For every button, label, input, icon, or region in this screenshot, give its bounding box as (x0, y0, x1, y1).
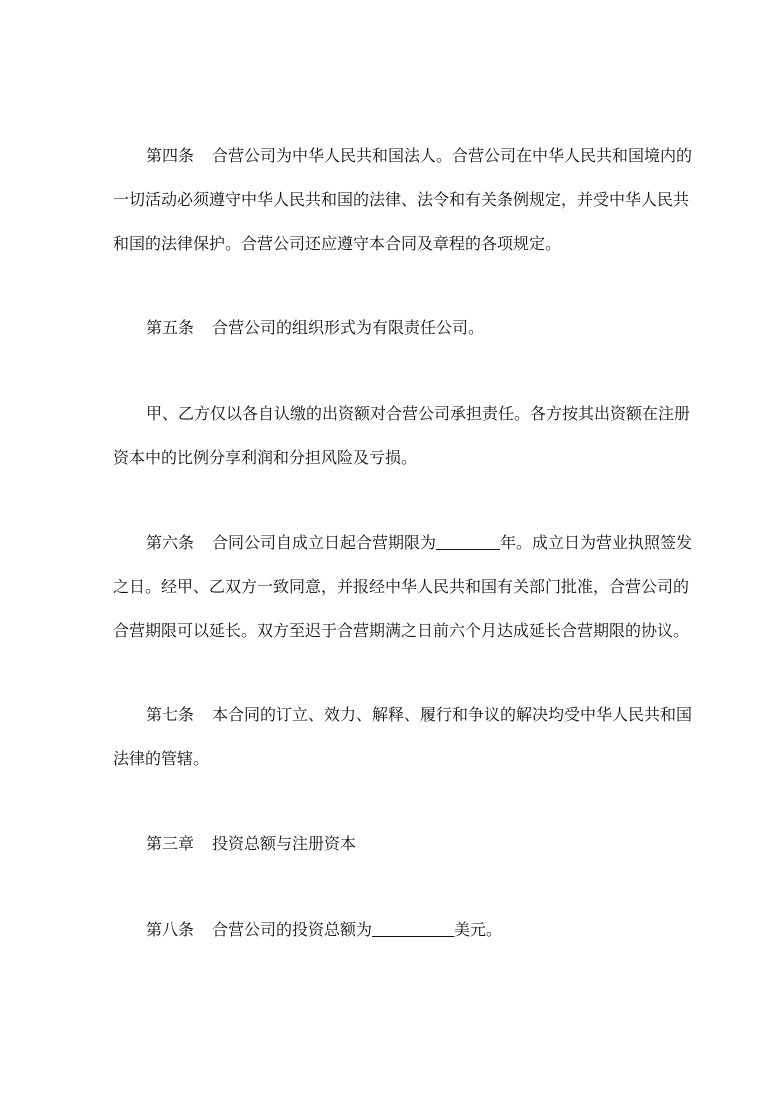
article-4-line-1: 第四条 合营公司为中华人民共和国法人。合营公司在中华人民共和国境内的 (146, 146, 693, 165)
chapter-3 (113, 834, 666, 854)
article-4 (113, 146, 693, 254)
chapter-3-title: 第三章 投资总额与注册资本 (146, 834, 357, 853)
article-4-line-3: 和国的法律保护。合营公司还应遵守本合同及章程的各项规定。 (113, 234, 562, 253)
investment-amount-blank (372, 920, 454, 937)
article-6 (113, 533, 693, 641)
chapter-3-heading: 第三章 (146, 834, 195, 853)
article-7 (113, 705, 693, 769)
article-5 (113, 318, 666, 338)
article-6-line-2: 之日。经甲、乙双方一致同意，并报经中华人民共和国有关部门批准，合营公司的 (113, 577, 690, 596)
article-7-line-2: 法律的管辖。 (113, 749, 210, 768)
article-6-heading: 第六条 (146, 533, 195, 552)
article-6-line-3: 合营期限可以延长。双方至迟于合营期满之日前六个月达成延长合营期限的协议。 (113, 621, 690, 640)
article-4-line-2: 一切活动必须遵守中华人民共和国的法律、法令和有关条例规定，并受中华人民共 (113, 190, 690, 209)
liability-line-1: 甲、乙方仅以各自认缴的出资额对合营公司承担责任。各方按其出资额在注册 (146, 404, 691, 423)
article-5-heading: 第五条 (146, 318, 195, 337)
term-years-blank (436, 533, 500, 550)
article-7-heading: 第七条 (146, 705, 195, 724)
article-8 (113, 920, 666, 940)
article-8-heading: 第八条 (146, 920, 195, 939)
article-6-line-1: 第六条 合同公司自成立日起合营期限为 年。成立日为营业执照签发 (146, 533, 693, 552)
liability-paragraph (113, 404, 691, 468)
liability-line-2: 资本中的比例分享利润和分担风险及亏损。 (113, 448, 418, 467)
article-8-line-1: 第八条 合营公司的投资总额为 美元。 (146, 920, 503, 939)
article-4-heading: 第四条 (146, 146, 195, 165)
article-5-line-1: 第五条 合营公司的组织形式为有限责任公司。 (146, 318, 485, 337)
article-7-line-1: 第七条 本合同的订立、效力、解释、履行和争议的解决均受中华人民共和国 (146, 705, 693, 724)
